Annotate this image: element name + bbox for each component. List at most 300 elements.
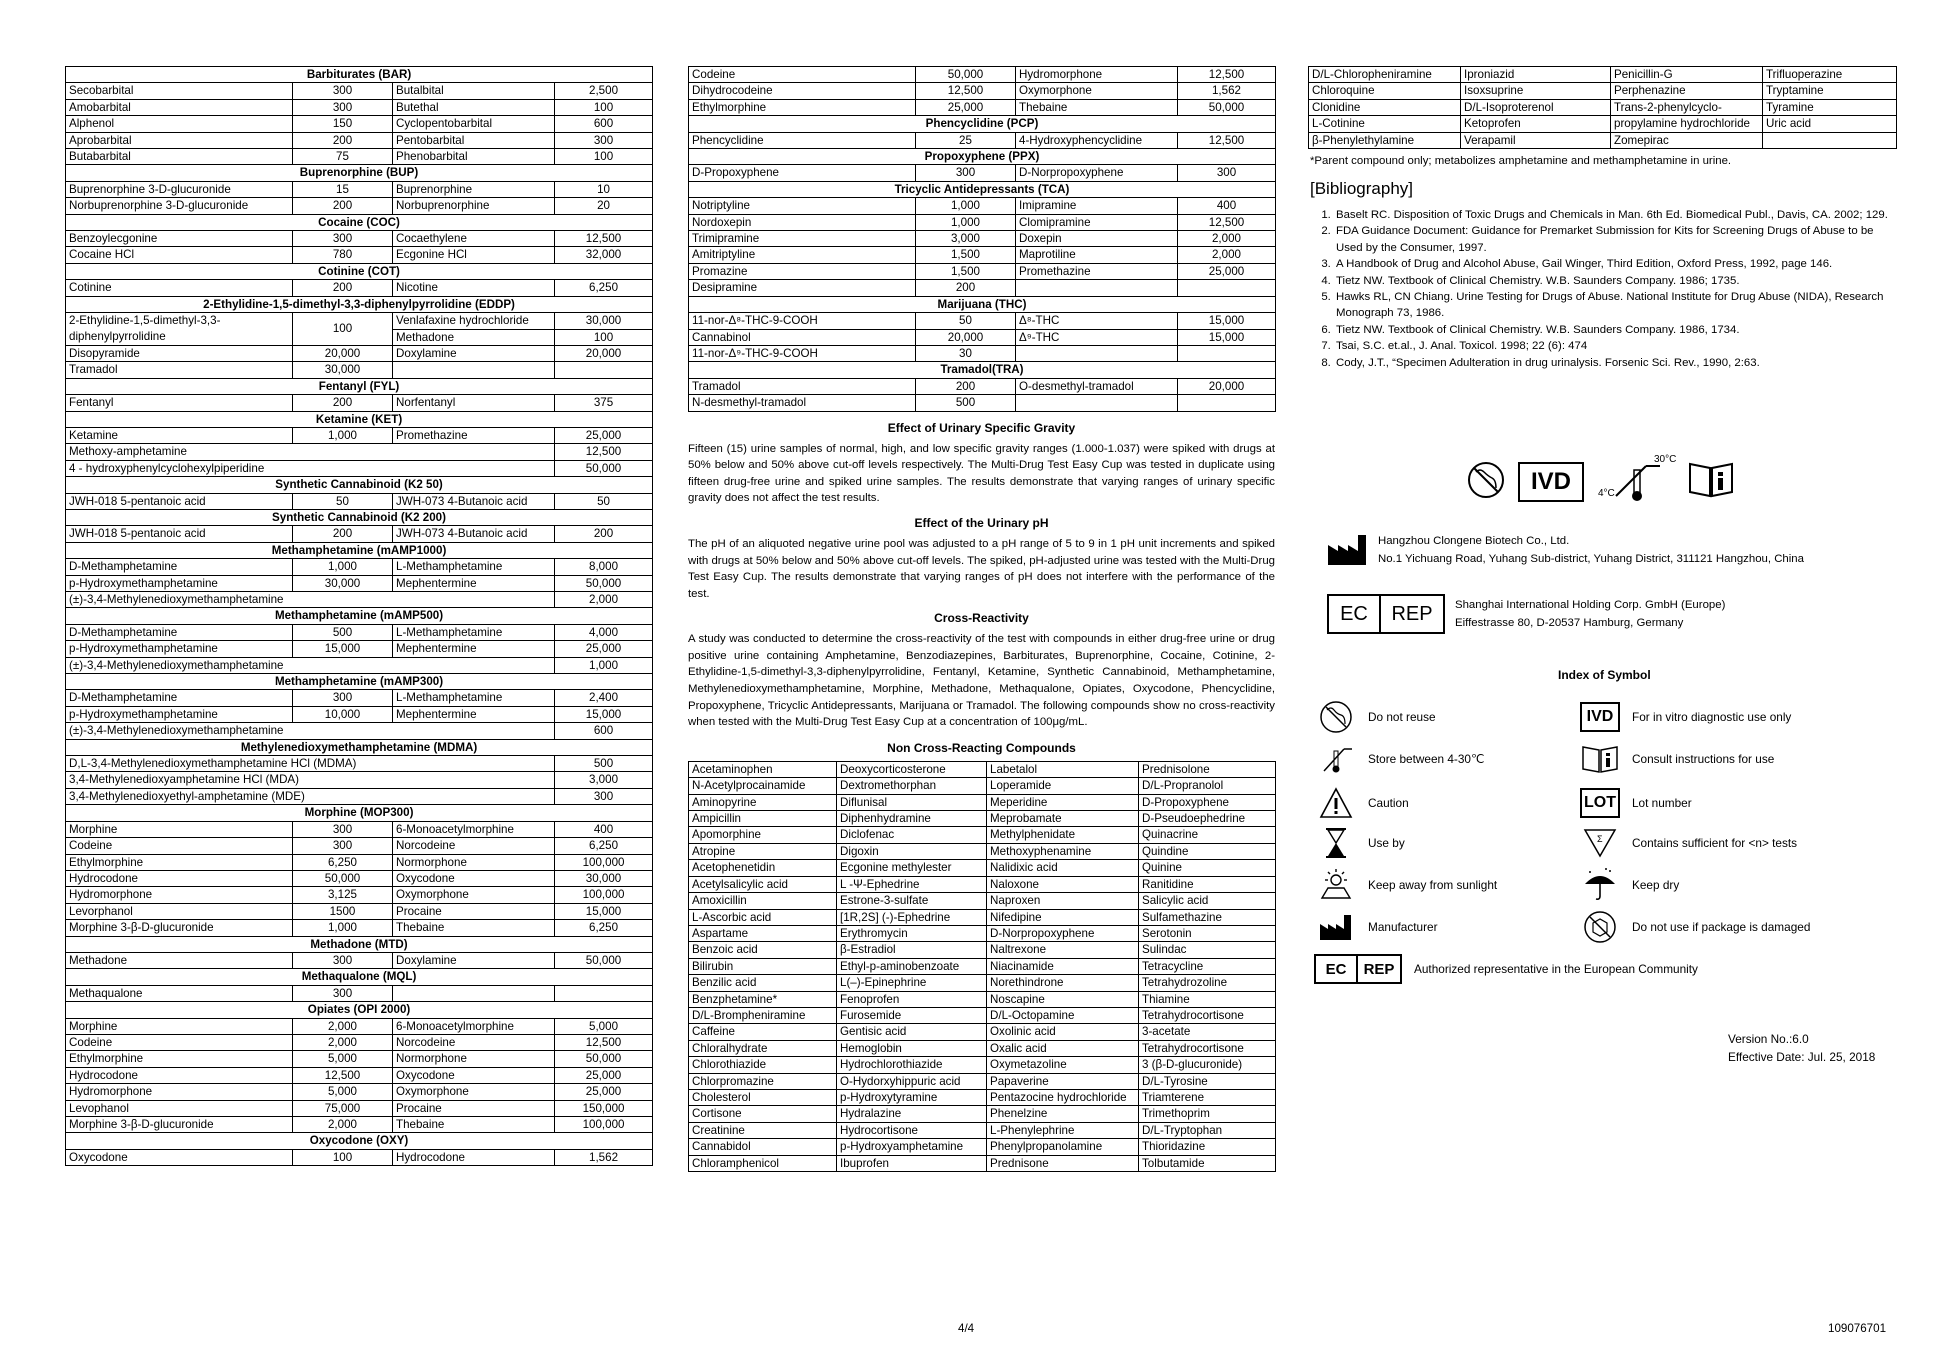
table-row — [66, 247, 653, 263]
page-number: 4/4 — [958, 1322, 975, 1335]
table-row — [66, 854, 653, 870]
compound-name: Maprotiline — [1016, 247, 1178, 263]
section-header-row — [66, 165, 653, 181]
table-row — [66, 493, 653, 509]
compound-name: Oxymorphone — [1016, 83, 1178, 99]
section-header: Methylenedioxymethamphetamine (MDMA) — [66, 739, 653, 755]
specific-gravity-text: Fifteen (15) urine samples of normal, high, and low specific gravity ranges (1.000-1.037) were spiked with drugs at 50% below and 50% above cut-off levels respectively. The Multi-Drug Test Easy Cup was tested in duplicate using fifteen drug-free urine and spiked urine samples. The results demonstrate that varying ranges of urinary specific gravity does not affect the test results. — [688, 442, 1275, 505]
document-number: 109076701 — [1828, 1322, 1887, 1335]
compound-cell: Chlorothiazide — [689, 1057, 837, 1073]
compound-name: Codeine — [66, 1034, 293, 1050]
ivd-label: For in vitro diagnostic use only — [1632, 710, 1792, 724]
compound-name: Tramadol — [689, 378, 916, 394]
section-header: 2-Ethylidine-1,5-dimethyl-3,3-diphenylpyrrolidine (EDDP) — [66, 296, 653, 312]
compound-name: Promethazine — [1016, 263, 1178, 279]
cutoff-value: 20 — [555, 198, 653, 214]
compound-cell: Ethyl-p-aminobenzoate — [837, 958, 987, 974]
table-row — [66, 772, 653, 788]
compound-cell: D-Norpropoxyphene — [987, 925, 1139, 941]
cross-reactivity-text: A study was conducted to determine the cross-reactivity of the test with compounds in either drug-free urine or drug positive urine containing Amphetamine, Benzodiazepines, Barbiturates, Buprenorphine, Cocaine, Cotinine, 2-Ethylidine-1,5-dimethyl-3,3-diphenylpyrrolidine, Fentanyl, Ketamine, Synthetic Cannabinoid, Methamphetamine, Methylenedioxymethamphetamine, Morphine, Methadone, Methaqualone, Opiates, Oxycodone, Phencyclidine, Propoxyphene, Tricyclic Antidepressants, Marijuana or Tramadol. The following compounds show no cross-reactivity when tested with the Multi-Drug Test Easy Cup at a concentration of 100μg/mL. — [688, 633, 1275, 729]
bibliography-item: 4. Tietz NW. Textbook of Clinical Chemistry. W.B. Saunders Company. 1986; 1735. — [1334, 273, 1903, 289]
cutoff-value: 4,000 — [555, 624, 653, 640]
cutoff-value — [1178, 345, 1276, 361]
cross-reactivity-title: Cross-Reactivity — [934, 611, 1029, 626]
specific-gravity-title: Effect of Urinary Specific Gravity — [887, 420, 1076, 435]
manufacturer-label: Manufacturer — [1368, 920, 1438, 934]
compound-name: D-Methamphetamine — [66, 559, 293, 575]
symbol-storage — [1316, 742, 1484, 776]
cutoff-value: 200 — [916, 280, 1016, 296]
section-header: Methaqualone (MQL) — [66, 969, 653, 985]
ec-label: EC — [1329, 596, 1381, 632]
compound-name: Imipramine — [1016, 198, 1178, 214]
cutoff-value: 600 — [555, 116, 653, 132]
cutoff-value: 50,000 — [1178, 99, 1276, 115]
damaged-package-icon — [1580, 910, 1620, 944]
compound-cell: Tetrahydrozoline — [1139, 975, 1276, 991]
table-row — [689, 67, 1276, 83]
compound-name: p-Hydroxymethamphetamine — [66, 706, 293, 722]
compound-cell: Methoxyphenamine — [987, 843, 1139, 859]
table-row — [66, 952, 653, 968]
compound-row — [689, 909, 1276, 925]
cutoff-value: 300 — [916, 165, 1016, 181]
compound-row — [689, 925, 1276, 941]
compound-name: Norfentanyl — [393, 395, 555, 411]
compound-cell: Caffeine — [689, 1024, 837, 1040]
compound-name: Notriptyline — [689, 198, 916, 214]
bibliography-item: 2. FDA Guidance Document: Guidance for Premarket Submission for Kits for Screening Drugs of Abuse to be Used by the Consumer, 1997. — [1334, 223, 1903, 256]
cutoff-value: 25,000 — [916, 99, 1016, 115]
compound-name: Δ⁹-THC — [1016, 329, 1178, 345]
compound-cell: Thiamine — [1139, 991, 1276, 1007]
table-row — [66, 181, 653, 197]
table-row — [66, 1067, 653, 1083]
compound-cell: Creatinine — [689, 1122, 837, 1138]
compound-name: Morphine — [66, 1018, 293, 1034]
section-header: Methamphetamine (mAMP300) — [66, 674, 653, 690]
table-row — [689, 345, 1276, 361]
compound-name: L-Methamphetamine — [393, 624, 555, 640]
cutoff-value: 15,000 — [555, 706, 653, 722]
compound-name: Normorphone — [393, 1051, 555, 1067]
table-row — [66, 641, 653, 657]
cutoff-value: 30,000 — [555, 313, 653, 329]
compound-name: Cyclopentobarbital — [393, 116, 555, 132]
symbol-do-not-reuse — [1316, 700, 1436, 734]
cutoff-value: 32,000 — [555, 247, 653, 263]
compound-cell: Ampicillin — [689, 811, 837, 827]
compound-name: Ethylmorphine — [689, 99, 916, 115]
compound-cell: Serotonin — [1139, 925, 1276, 941]
compound-name: Procaine — [393, 903, 555, 919]
cutoff-value: 200 — [293, 198, 393, 214]
table-row — [689, 83, 1276, 99]
section-header: Phencyclidine (PCP) — [689, 116, 1276, 132]
keep-dry-label: Keep dry — [1632, 878, 1680, 892]
compound-name: Doxepin — [1016, 231, 1178, 247]
symbol-lot — [1580, 786, 1692, 820]
cutoff-value: 100,000 — [555, 1117, 653, 1133]
cutoff-value: 25,000 — [555, 1067, 653, 1083]
compound-row — [689, 1040, 1276, 1056]
compound-name: Doxylamine — [393, 345, 555, 361]
table-row — [66, 559, 653, 575]
table-row — [66, 280, 653, 296]
compound-cell: D-Propoxyphene — [1139, 794, 1276, 810]
table-row — [66, 706, 653, 722]
compound-name: Promazine — [689, 263, 916, 279]
cutoff-value: 12,500 — [916, 83, 1016, 99]
cutoff-value: 2,000 — [293, 1018, 393, 1034]
compound-name: Amobarbital — [66, 99, 293, 115]
cutoff-value: 15,000 — [293, 641, 393, 657]
cutoff-value — [1178, 280, 1276, 296]
compound-row — [689, 876, 1276, 892]
compound-cell: Hydrochlorothiazide — [837, 1057, 987, 1073]
cutoff-value: 2,000 — [293, 1034, 393, 1050]
compound-name: 4 - hydroxyphenylcyclohexylpiperidine — [66, 460, 555, 476]
cutoff-value: 2,400 — [555, 690, 653, 706]
section-header: Barbiturates (BAR) — [66, 67, 653, 83]
cutoff-value: 300 — [293, 838, 393, 854]
section-header: Morphine (MOP300) — [66, 805, 653, 821]
table-row — [66, 116, 653, 132]
cutoff-value: 15 — [293, 181, 393, 197]
compound-name: p-Hydroxymethamphetamine — [66, 641, 293, 657]
table-row — [689, 214, 1276, 230]
cutoff-value: 400 — [1178, 198, 1276, 214]
compound-cell: Meprobamate — [987, 811, 1139, 827]
compound-cell: Perphenazine — [1611, 83, 1763, 99]
compound-row — [689, 1007, 1276, 1023]
compound-cell: Hemoglobin — [837, 1040, 987, 1056]
compound-name: Methadone — [66, 952, 293, 968]
cutoff-value: 500 — [916, 395, 1016, 411]
compound-cell: Cannabidol — [689, 1139, 837, 1155]
compound-name: Mephentermine — [393, 575, 555, 591]
compound-cell: β-Estradiol — [837, 942, 987, 958]
hourglass-icon — [1316, 826, 1356, 860]
compound-name: Aprobarbital — [66, 132, 293, 148]
bibliography-item: 3. A Handbook of Drug and Alcohol Abuse, Gail Winger, Third Edition, Oxford Press, 1992, page 146. — [1334, 256, 1903, 272]
table-row — [66, 903, 653, 919]
compound-name: Butabarbital — [66, 149, 293, 165]
compound-cell: Benzilic acid — [689, 975, 837, 991]
compound-name: Norbuprenorphine 3-D-glucuronide — [66, 198, 293, 214]
compound-row — [689, 975, 1276, 991]
compound-name: Phencyclidine — [689, 132, 916, 148]
cutoff-value: 100 — [555, 329, 653, 345]
compound-cell: Diphenhydramine — [837, 811, 987, 827]
compound-cell: p-Hydroxytyramine — [837, 1089, 987, 1105]
cutoff-value: 5,000 — [555, 1018, 653, 1034]
compound-name: Normorphone — [393, 854, 555, 870]
cutoff-value: 25,000 — [555, 641, 653, 657]
symbol-sunlight — [1316, 868, 1497, 902]
ivd-symbol-large: IVD — [1518, 462, 1584, 502]
non-cross-table — [688, 761, 1276, 1172]
cutoff-value: 25,000 — [1178, 263, 1276, 279]
non-cross-table-continued — [1308, 66, 1897, 149]
table-row — [66, 427, 653, 443]
compound-cell: Oxalic acid — [987, 1040, 1139, 1056]
compound-name: N-desmethyl-tramadol — [689, 395, 916, 411]
compound-row — [689, 1057, 1276, 1073]
compound-cell: Chloralhydrate — [689, 1040, 837, 1056]
compound-name: Tramadol — [66, 362, 293, 378]
cutoff-value: 150 — [293, 116, 393, 132]
cutoff-value: 100 — [293, 313, 393, 346]
cutoff-value: 30,000 — [293, 575, 393, 591]
compound-cell: Norethindrone — [987, 975, 1139, 991]
compound-name: Levophanol — [66, 1100, 293, 1116]
compound-cell: Naltrexone — [987, 942, 1139, 958]
cutoff-value: 200 — [293, 280, 393, 296]
table-row — [689, 378, 1276, 394]
cutoff-value: 50,000 — [293, 870, 393, 886]
compound-name: O-desmethyl-tramadol — [1016, 378, 1178, 394]
compound-name: Hydromorphone — [1016, 67, 1178, 83]
compound-name: Procaine — [393, 1100, 555, 1116]
compound-name: 3,4-Methylenedioxyethyl-amphetamine (MDE) — [66, 788, 555, 804]
rep-label: REP — [1391, 602, 1433, 625]
umbrella-icon — [1580, 868, 1620, 902]
compound-name: Morphine 3-β-D-glucuronide — [66, 920, 293, 936]
section-header-row — [689, 362, 1276, 378]
section-header-row — [66, 805, 653, 821]
compound-row — [1309, 132, 1897, 148]
section-header-row — [66, 969, 653, 985]
compound-name: D-Methamphetamine — [66, 690, 293, 706]
cutoff-value: 10,000 — [293, 706, 393, 722]
cutoff-value: 1,000 — [293, 427, 393, 443]
compound-row — [689, 761, 1276, 777]
compound-name: Hydromorphone — [66, 887, 293, 903]
table-row — [66, 756, 653, 772]
table-row — [689, 263, 1276, 279]
compound-row — [689, 958, 1276, 974]
cutoff-value — [555, 985, 653, 1001]
compound-cell: D-Pseudoephedrine — [1139, 811, 1276, 827]
table-row — [689, 247, 1276, 263]
compound-cell: Quindine — [1139, 843, 1276, 859]
section-header: Ketamine (KET) — [66, 411, 653, 427]
table-row — [66, 1100, 653, 1116]
compound-name: p-Hydroxymethamphetamine — [66, 575, 293, 591]
sufficient-label: Contains sufficient for <n> tests — [1632, 836, 1798, 850]
bibliography-item: 7. Tsai, S.C. et.al., J. Anal. Toxicol. 1998; 22 (6): 474 — [1334, 338, 1903, 354]
cutoff-value: 1,562 — [1178, 83, 1276, 99]
section-header-row — [66, 477, 653, 493]
cutoff-value: 300 — [293, 821, 393, 837]
cutoff-value: 300 — [1178, 165, 1276, 181]
left-column — [65, 66, 653, 1166]
table-row — [66, 985, 653, 1001]
compound-cell: Naproxen — [987, 893, 1139, 909]
compound-name: 11-nor-Δ⁹-THC-9-COOH — [689, 345, 916, 361]
cutoff-value: 25,000 — [555, 1084, 653, 1100]
compound-cell: L-Phenylephrine — [987, 1122, 1139, 1138]
compound-cell — [1763, 132, 1897, 148]
compound-cell: Trans-2-phenylcyclo- — [1611, 99, 1763, 115]
version-info — [1728, 1030, 1875, 1066]
cutoff-value: 100,000 — [555, 887, 653, 903]
cutoff-value: 50,000 — [555, 575, 653, 591]
compound-cell: Nifedipine — [987, 909, 1139, 925]
compound-name: D-Methamphetamine — [66, 624, 293, 640]
compound-name: JWH-073 4-Butanoic acid — [393, 493, 555, 509]
compound-cell: D/L-Chloropheniramine — [1309, 67, 1461, 83]
cutoff-table-left — [65, 66, 653, 1166]
table-row — [66, 198, 653, 214]
compound-name: Ketamine — [66, 427, 293, 443]
bibliography-title: [Bibliography] — [1310, 179, 1414, 199]
compound-cell: D/L-Tyrosine — [1139, 1073, 1276, 1089]
compound-name: JWH-018 5-pentanoic acid — [66, 493, 293, 509]
cutoff-value: 2,500 — [555, 83, 653, 99]
table-row — [689, 313, 1276, 329]
compound-cell: Verapamil — [1461, 132, 1611, 148]
cutoff-value: 780 — [293, 247, 393, 263]
cutoff-value: 200 — [293, 132, 393, 148]
table-row — [66, 788, 653, 804]
compound-row — [689, 1139, 1276, 1155]
cutoff-value: 12,500 — [555, 444, 653, 460]
compound-cell: Penicillin-G — [1611, 67, 1763, 83]
cutoff-value: 2,000 — [555, 592, 653, 608]
ivd-icon: IVD — [1580, 700, 1620, 734]
compound-cell: Ecgonine methylester — [837, 860, 987, 876]
section-header-row — [66, 67, 653, 83]
cutoff-value: 50 — [293, 493, 393, 509]
cutoff-value: 75,000 — [293, 1100, 393, 1116]
compound-name: 6-Monoacetylmorphine — [393, 821, 555, 837]
compound-cell: Hydrocortisone — [837, 1122, 987, 1138]
compound-cell: Phenelzine — [987, 1106, 1139, 1122]
thermometer-icon — [1316, 742, 1356, 776]
compound-cell: Tetracycline — [1139, 958, 1276, 974]
ec-rep-info — [1455, 596, 1725, 632]
compound-name: Fentanyl — [66, 395, 293, 411]
consult-instructions-icon-large — [1686, 458, 1736, 505]
compound-cell: [1R,2S] (-)-Ephedrine — [837, 909, 987, 925]
symbol-consult — [1580, 742, 1774, 776]
table-row — [66, 444, 653, 460]
table-row — [66, 362, 653, 378]
ec-rep-name: Shanghai International Holding Corp. GmbH (Europe) — [1455, 599, 1726, 611]
svg-text:Σ: Σ — [1597, 834, 1603, 844]
cutoff-value: 2,000 — [1178, 247, 1276, 263]
table-row — [66, 83, 653, 99]
compound-cell: D/L-Brompheniramine — [689, 1007, 837, 1023]
compound-row — [689, 794, 1276, 810]
compound-cell: Acetaminophen — [689, 761, 837, 777]
table-row — [66, 99, 653, 115]
compound-name: JWH-018 5-pentanoic acid — [66, 526, 293, 542]
cutoff-value: 5,000 — [293, 1084, 393, 1100]
table-row — [689, 165, 1276, 181]
cutoff-value: 25 — [916, 132, 1016, 148]
table-row — [66, 887, 653, 903]
table-row — [689, 198, 1276, 214]
cutoff-value: 12,500 — [1178, 214, 1276, 230]
table-row — [66, 1051, 653, 1067]
cutoff-value: 1,500 — [916, 247, 1016, 263]
compound-name: Mephentermine — [393, 641, 555, 657]
compound-cell: Aspartame — [689, 925, 837, 941]
cutoff-value: 100 — [555, 99, 653, 115]
bibliography-item: 6. Tietz NW. Textbook of Clinical Chemistry. W.B. Saunders Company. 1986, 1734. — [1334, 322, 1903, 338]
compound-name: (±)-3,4-Methylenedioxymethamphetamine — [66, 592, 555, 608]
compound-cell: Methylphenidate — [987, 827, 1139, 843]
table-row — [66, 1149, 653, 1165]
do-not-reuse-icon — [1316, 700, 1356, 734]
compound-name: Morphine — [66, 821, 293, 837]
table-row — [66, 345, 653, 361]
cutoff-value: 30 — [916, 345, 1016, 361]
compound-cell: L-Cotinine — [1309, 116, 1461, 132]
table-row — [66, 149, 653, 165]
section-header: Cotinine (COT) — [66, 263, 653, 279]
factory-icon — [1316, 910, 1356, 944]
cutoff-value: 50,000 — [555, 460, 653, 476]
urinary-ph-text: The pH of an aliquoted negative urine pool was adjusted to a pH range of 5 to 9 in 1 pH unit increments and spiked with drugs at 50% below and 50% above cut-off levels. The spiked, pH-adjusted urine was tested with the Multi-Drug Test Easy Cup. The results demonstrate that varying ranges of pH does not interfere with the performance of the test. — [688, 537, 1275, 600]
cutoff-value: 500 — [555, 756, 653, 772]
cutoff-value: 12,500 — [1178, 67, 1276, 83]
compound-name: 3,4-Methylenedioxyamphetamine HCl (MDA) — [66, 772, 555, 788]
section-header-row — [66, 296, 653, 312]
compound-cell: Cholesterol — [689, 1089, 837, 1105]
compound-name: Hydromorphone — [66, 1084, 293, 1100]
section-header: Synthetic Cannabinoid (K2 50) — [66, 477, 653, 493]
cutoff-value: 200 — [293, 395, 393, 411]
compound-name: Cocaethylene — [393, 231, 555, 247]
compound-cell: Apomorphine — [689, 827, 837, 843]
compound-name: Benzoylecgonine — [66, 231, 293, 247]
compound-cell: Quinine — [1139, 860, 1276, 876]
cutoff-value: 300 — [293, 985, 393, 1001]
section-header: Methamphetamine (mAMP500) — [66, 608, 653, 624]
cutoff-value: 200 — [293, 526, 393, 542]
table-row — [66, 395, 653, 411]
compound-cell: Tolbutamide — [1139, 1155, 1276, 1171]
compound-name — [1016, 395, 1178, 411]
compound-name: (±)-3,4-Methylenedioxymethamphetamine — [66, 723, 555, 739]
compound-cell: Tetrahydrocortisone — [1139, 1040, 1276, 1056]
section-header-row — [66, 936, 653, 952]
compound-cell: Atropine — [689, 843, 837, 859]
bibliography-item: 5. Hawks RL, CN Chiang. Urine Testing for Drugs of Abuse. National Institute for Drug Abuse (NIDA), Research Monograph 73, 1986. — [1334, 289, 1903, 322]
cutoff-value: 12,500 — [555, 231, 653, 247]
table-row — [66, 821, 653, 837]
table-row — [66, 1117, 653, 1133]
table-row — [66, 1084, 653, 1100]
compound-name: Nordoxepin — [689, 214, 916, 230]
effective-date: Effective Date: Jul. 25, 2018 — [1728, 1050, 1876, 1064]
temperature-symbol-large — [1596, 456, 1688, 506]
caution-icon — [1316, 786, 1356, 820]
compound-cell: Quinacrine — [1139, 827, 1276, 843]
cutoff-value: 1,000 — [293, 559, 393, 575]
cutoff-value: 12,500 — [1178, 132, 1276, 148]
compound-cell: Digoxin — [837, 843, 987, 859]
table-row — [66, 723, 653, 739]
cutoff-value: 50 — [555, 493, 653, 509]
compound-name: Butethal — [393, 99, 555, 115]
cutoff-value: 3,000 — [555, 772, 653, 788]
right-column — [1308, 66, 1903, 371]
